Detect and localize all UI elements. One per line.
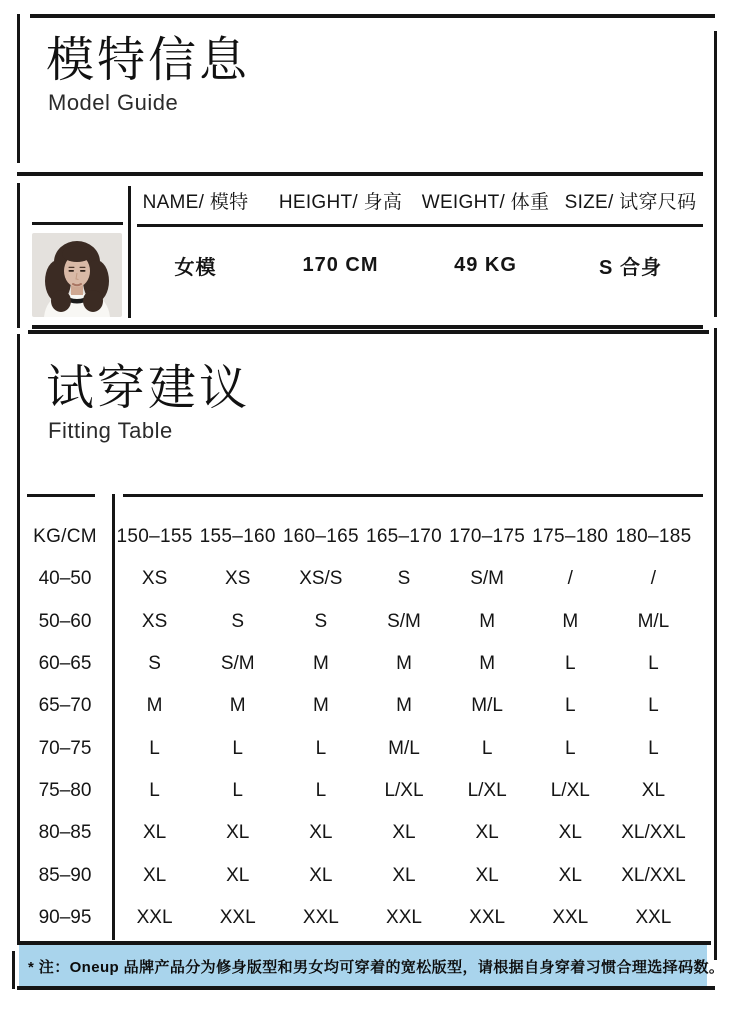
fitting-size-cell: L/XL bbox=[550, 779, 590, 801]
divider-model-title-bottom bbox=[17, 172, 703, 176]
fitting-size-cell: XS bbox=[225, 568, 251, 590]
fitting-row-label: 90–95 bbox=[38, 906, 92, 928]
fitting-size-cell: / bbox=[567, 568, 573, 590]
model-header-name: NAME/ 模特 bbox=[142, 192, 249, 213]
fitting-size-cell: M/L bbox=[471, 695, 503, 717]
fitting-section-subtitle: Fitting Table bbox=[48, 418, 173, 443]
fitting-size-cell: XXL bbox=[302, 906, 339, 928]
model-photo-illustration bbox=[32, 233, 122, 317]
fitting-size-cell: XS bbox=[141, 568, 168, 590]
fitting-size-cell: XL bbox=[226, 864, 250, 886]
frame-line-right-lower bbox=[714, 328, 717, 960]
fitting-size-cell: M bbox=[312, 695, 329, 717]
model-value-size: S 合身 bbox=[599, 256, 662, 279]
fitting-corner-label: KG/CM bbox=[33, 526, 97, 548]
fitting-size-cell: XL bbox=[558, 822, 582, 844]
fitting-size-cell: XXL bbox=[136, 906, 173, 928]
fitting-size-cell: L bbox=[564, 695, 576, 717]
fitting-table-top-rule-long bbox=[123, 494, 703, 497]
divider-fitting-title-top bbox=[28, 330, 709, 334]
fitting-size-cell: XL bbox=[142, 864, 167, 886]
fitting-size-cell: L bbox=[648, 695, 659, 717]
model-table-header-row bbox=[123, 187, 703, 213]
fitting-size-cell: S/M bbox=[470, 568, 505, 590]
fitting-col-header: 175–180 bbox=[532, 526, 609, 548]
fitting-size-cell: M bbox=[396, 653, 412, 675]
model-photo bbox=[32, 233, 122, 317]
fitting-size-cell: M bbox=[479, 610, 496, 632]
model-section-subtitle: Model Guide bbox=[48, 90, 179, 115]
fitting-size-cell: S bbox=[231, 610, 245, 632]
fitting-size-cell: S bbox=[397, 568, 411, 590]
fitting-table bbox=[17, 516, 695, 939]
fitting-size-cell: L bbox=[315, 779, 327, 801]
fitting-size-cell: M bbox=[479, 653, 496, 675]
fitting-col-header: 180–185 bbox=[615, 526, 692, 548]
fitting-section-title: 试穿建议 bbox=[46, 362, 251, 415]
fitting-size-cell: L bbox=[481, 737, 493, 759]
fitting-col-header: 155–160 bbox=[199, 526, 276, 548]
footer-note: * 注：Oneup 品牌产品分为修身版型和男女均可穿着的宽松版型，请根据自身穿着习惯合理选择码数。 bbox=[28, 959, 725, 976]
fitting-row-label: 65–70 bbox=[38, 695, 92, 717]
fitting-size-cell: L bbox=[564, 737, 576, 759]
fitting-size-cell: L bbox=[564, 653, 576, 675]
fitting-size-cell: L bbox=[648, 653, 659, 675]
fitting-size-cell: XL bbox=[392, 864, 416, 886]
fitting-row-label: 40–50 bbox=[38, 568, 92, 590]
fitting-size-cell: XS/S bbox=[299, 568, 343, 590]
fitting-size-cell: L bbox=[149, 737, 160, 759]
fitting-size-cell: S bbox=[148, 653, 161, 675]
fitting-row-label: 85–90 bbox=[38, 864, 92, 886]
fitting-size-cell: S/M bbox=[387, 610, 421, 632]
frame-line-left-model-table bbox=[17, 183, 20, 328]
fitting-size-cell: M/L bbox=[388, 737, 420, 759]
fitting-size-cell: XS bbox=[141, 610, 168, 632]
model-header-weight: WEIGHT/ 体重 bbox=[421, 192, 550, 213]
fitting-row-label: 70–75 bbox=[38, 737, 92, 759]
frame-line-left-model-title bbox=[17, 14, 20, 163]
fitting-size-cell: XL bbox=[475, 864, 499, 886]
fitting-table-top-rule-short bbox=[27, 494, 95, 497]
fitting-size-cell: S bbox=[314, 610, 328, 632]
model-header-height: HEIGHT/ 身高 bbox=[278, 192, 403, 213]
fitting-size-cell: M bbox=[396, 695, 412, 717]
fitting-row-label: 60–65 bbox=[38, 653, 92, 675]
note-left-rule bbox=[12, 951, 15, 989]
fitting-col-header: 160–165 bbox=[282, 526, 359, 548]
fitting-row-label: 80–85 bbox=[38, 822, 92, 844]
fitting-size-cell: M bbox=[229, 695, 246, 717]
frame-line-right-upper bbox=[714, 31, 717, 317]
fitting-size-cell: XL bbox=[142, 822, 167, 844]
fitting-size-cell: XL bbox=[475, 822, 499, 844]
divider-model-table-bottom bbox=[32, 325, 703, 329]
model-value-weight: 49 KG bbox=[454, 253, 517, 276]
fitting-size-cell: XL bbox=[641, 779, 666, 801]
model-section-title: 模特信息 bbox=[46, 34, 251, 87]
fitting-size-cell: XXL bbox=[219, 906, 256, 928]
model-value-height: 170 CM bbox=[302, 253, 379, 276]
fitting-size-cell: / bbox=[650, 568, 657, 590]
fitting-col-header: 165–170 bbox=[365, 526, 443, 548]
fitting-size-cell: XXL bbox=[635, 906, 672, 928]
model-header-size: SIZE/ 试穿尺码 bbox=[564, 192, 697, 213]
fitting-size-cell: S/M bbox=[220, 653, 255, 675]
fitting-size-cell: XL/XXL bbox=[621, 822, 686, 844]
model-table-header-underline bbox=[137, 224, 703, 227]
fitting-size-cell: XL bbox=[309, 864, 333, 886]
fitting-size-cell: XXL bbox=[386, 906, 422, 928]
fitting-size-cell: L/XL bbox=[384, 779, 424, 801]
fitting-size-cell: XL/XXL bbox=[621, 864, 686, 886]
fitting-size-cell: L bbox=[315, 737, 327, 759]
fitting-size-cell: L/XL bbox=[467, 779, 507, 801]
fitting-col-header: 150–155 bbox=[116, 526, 193, 548]
fitting-size-cell: L bbox=[648, 737, 659, 759]
fitting-size-cell: XL bbox=[392, 822, 416, 844]
fitting-size-cell: XXL bbox=[552, 906, 589, 928]
fitting-size-cell: XL bbox=[309, 822, 333, 844]
note-bottom-rule bbox=[17, 986, 715, 990]
fitting-size-cell: XXL bbox=[469, 906, 506, 928]
fitting-row-label: 50–60 bbox=[38, 610, 92, 632]
fitting-col-header: 170–175 bbox=[449, 526, 526, 548]
fitting-size-cell: M bbox=[146, 695, 163, 717]
fitting-size-cell: L bbox=[232, 779, 243, 801]
model-table-value-row bbox=[123, 250, 703, 280]
photo-top-rule bbox=[32, 222, 123, 225]
fitting-size-cell: M/L bbox=[637, 610, 670, 632]
fitting-size-cell: XL bbox=[226, 822, 250, 844]
fitting-size-cell: M bbox=[562, 610, 579, 632]
fitting-size-cell: M bbox=[312, 653, 329, 675]
frame-line-top bbox=[30, 14, 715, 18]
fitting-size-cell: L bbox=[232, 737, 243, 759]
fitting-size-cell: XL bbox=[558, 864, 582, 886]
fitting-row-label: 75–80 bbox=[38, 779, 92, 801]
model-value-name: 女模 bbox=[174, 256, 217, 279]
fitting-size-cell: L bbox=[149, 779, 160, 801]
